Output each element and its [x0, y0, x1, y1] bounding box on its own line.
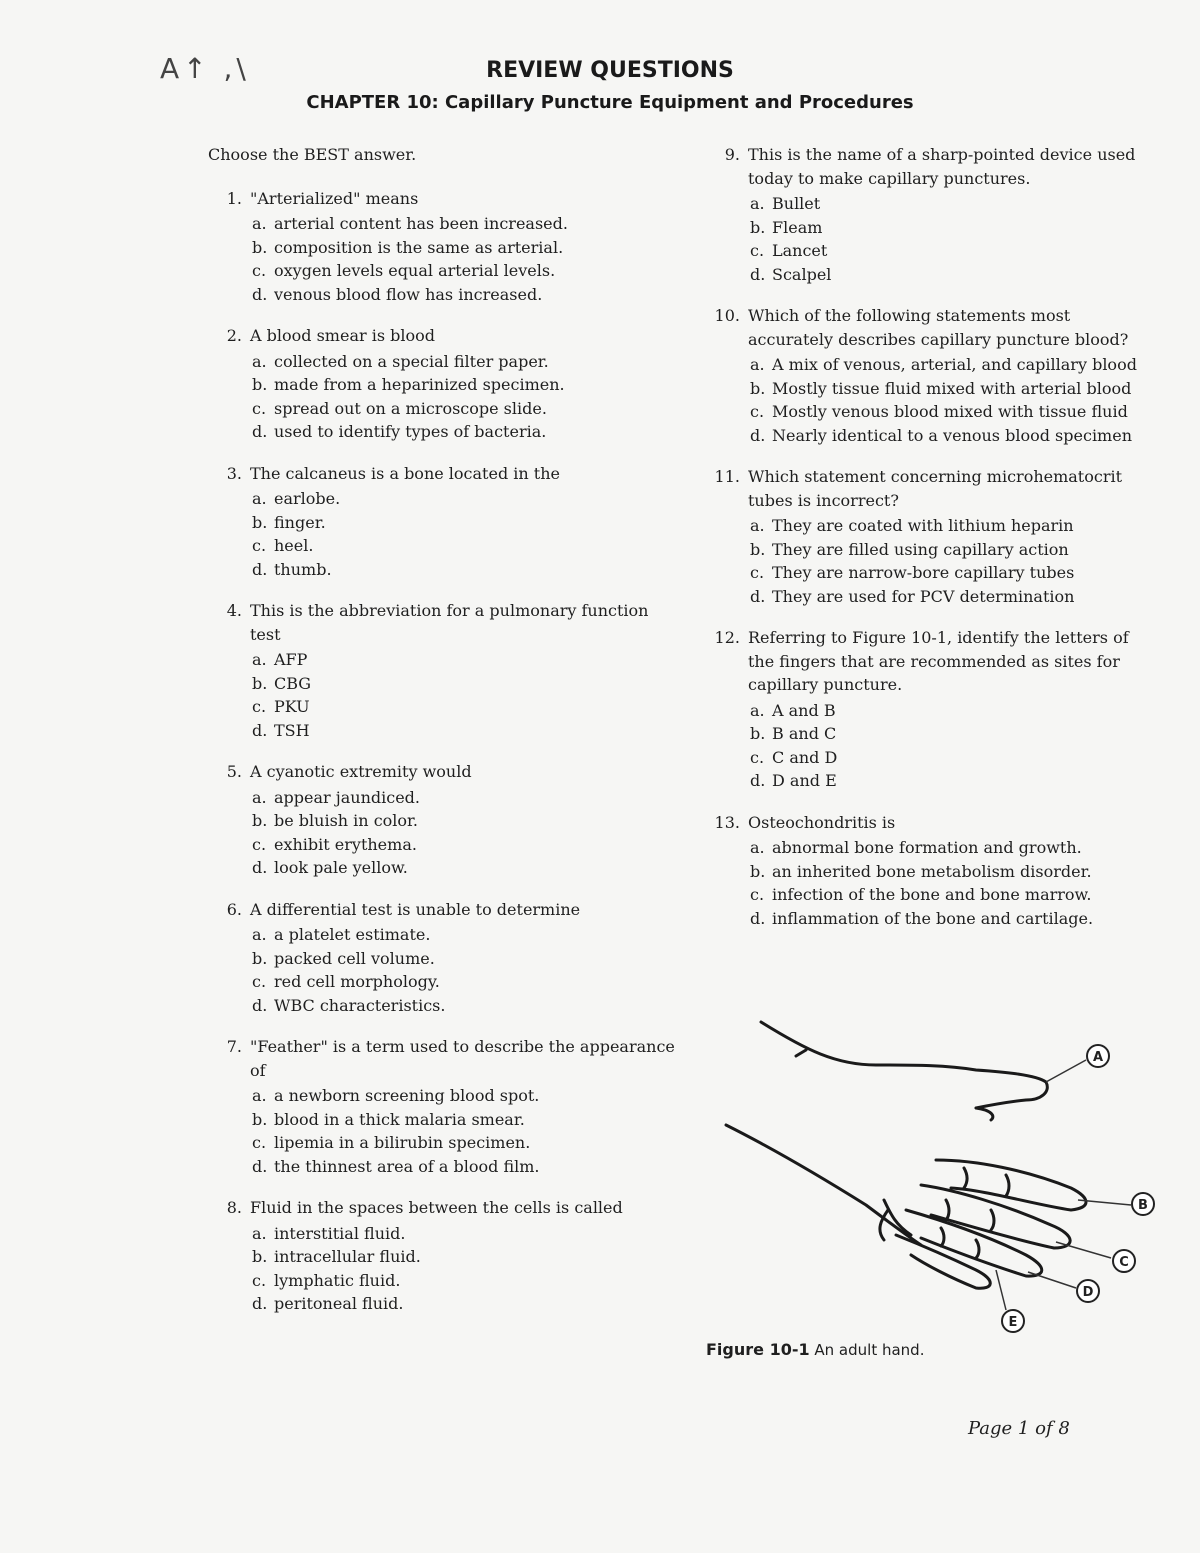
instructions: Choose the BEST answer.: [208, 145, 417, 164]
question-text: "Feather" is a term used to describe the appearance of: [250, 1037, 675, 1080]
option-letter: b.: [252, 512, 268, 532]
option-letter: b.: [252, 673, 268, 693]
question-text: Which of the following statements most accurately describes capillary puncture blood?: [748, 306, 1129, 349]
question-text: Osteochondritis is: [748, 812, 896, 832]
question-item: [208, 760, 678, 880]
answer-option: [750, 377, 1156, 401]
question-text: A blood smear is blood: [250, 326, 435, 345]
question-item: [208, 898, 678, 1018]
question-stem: [208, 1035, 678, 1082]
question-number: 1.: [226, 188, 242, 208]
option-text: be bluish in color.: [274, 811, 419, 830]
option-text: intracellular fluid.: [274, 1247, 421, 1266]
answer-option: [252, 1222, 678, 1246]
question-text: A cyanotic extremity would: [250, 762, 472, 781]
answer-option: [252, 259, 678, 283]
option-text: A and B: [772, 700, 836, 720]
option-letter: c.: [750, 402, 765, 421]
question-stem: [706, 143, 1156, 190]
option-letter: d.: [252, 995, 268, 1015]
answer-option: [252, 809, 678, 833]
question-item: [706, 465, 1156, 608]
question-number: 9.: [724, 145, 740, 164]
question-number: 3.: [226, 463, 242, 483]
question-number: 2.: [226, 326, 242, 345]
option-letter: c.: [750, 747, 765, 767]
option-text: Mostly tissue fluid mixed with arterial blood: [772, 378, 1132, 398]
option-letter: a.: [750, 516, 765, 535]
answer-options: [706, 192, 1156, 286]
question-text: This is the name of a sharp-pointed device used today to make capillary punctures.: [748, 145, 1136, 188]
answer-options: [208, 1084, 678, 1178]
answer-option: [750, 239, 1156, 263]
answer-option: [252, 994, 678, 1018]
question-item: [208, 599, 678, 742]
option-letter: d.: [252, 858, 268, 877]
option-text: oxygen levels equal arterial levels.: [274, 261, 556, 280]
answer-option: [750, 836, 1156, 860]
answer-option: [750, 216, 1156, 240]
marker-e: [1002, 1310, 1024, 1332]
option-text: spread out on a microscope slide.: [274, 398, 547, 418]
answer-options: [208, 487, 678, 581]
question-stem: [208, 599, 678, 646]
question-number: 6.: [226, 899, 242, 919]
right-question-list: [706, 143, 1156, 930]
option-letter: c.: [252, 697, 267, 716]
option-text: A mix of venous, arterial, and capillary blood: [772, 355, 1137, 374]
question-text: Which statement concerning microhematocrit tubes is incorrect?: [748, 467, 1123, 510]
option-text: heel.: [274, 536, 314, 555]
left-column: [208, 143, 678, 1334]
option-text: They are used for PCV determination: [772, 586, 1075, 606]
answer-option: [252, 487, 678, 511]
figure-caption-label: Figure 10-1: [706, 1340, 810, 1359]
answer-option: [750, 883, 1156, 907]
answer-option: [750, 424, 1156, 448]
option-text: Lancet: [772, 241, 828, 260]
question-stem: [706, 304, 1156, 351]
option-text: C and D: [772, 747, 838, 767]
option-letter: a.: [750, 700, 765, 720]
option-text: They are coated with lithium heparin: [772, 516, 1074, 535]
question-stem: [208, 1196, 678, 1220]
answer-option: [252, 534, 678, 558]
option-letter: a.: [252, 925, 267, 944]
marker-d: [1077, 1280, 1099, 1302]
question-stem: [706, 626, 1156, 697]
marker-c: [1113, 1250, 1135, 1272]
option-text: Scalpel: [772, 264, 832, 284]
option-text: made from a heparinized specimen.: [274, 375, 565, 394]
answer-option: [252, 970, 678, 994]
option-text: lymphatic fluid.: [274, 1270, 401, 1290]
question-number: 11.: [714, 467, 740, 486]
option-letter: c.: [252, 1270, 267, 1290]
option-letter: b.: [252, 811, 268, 830]
answer-option: [252, 786, 678, 810]
option-letter: c.: [750, 885, 765, 904]
option-letter: d.: [252, 422, 268, 441]
option-text: They are filled using capillary action: [772, 539, 1069, 559]
option-letter: d.: [750, 586, 766, 606]
answer-option: [750, 769, 1156, 793]
figure-caption-text: An adult hand.: [814, 1341, 925, 1359]
handwritten-mark: A↑ ,\: [160, 52, 250, 85]
marker-a: [1087, 1045, 1109, 1067]
svg-text:C: C: [1119, 1255, 1129, 1270]
question-item: [208, 462, 678, 582]
option-letter: d.: [750, 425, 766, 445]
question-stem: [208, 462, 678, 486]
option-text: a newborn screening blood spot.: [274, 1086, 540, 1105]
option-letter: b.: [750, 861, 766, 881]
option-text: B and C: [772, 724, 837, 743]
option-text: exhibit erythema.: [274, 834, 417, 854]
option-letter: d.: [750, 771, 766, 790]
option-letter: a.: [750, 838, 765, 857]
answer-option: [750, 561, 1156, 585]
option-letter: a.: [750, 355, 765, 374]
option-text: Mostly venous blood mixed with tissue fluid: [772, 402, 1128, 421]
answer-option: [252, 1292, 678, 1316]
question-stem: [706, 465, 1156, 512]
answer-option: [750, 538, 1156, 562]
question-number: 10.: [714, 306, 740, 325]
answer-options: [208, 1222, 678, 1316]
answer-option: [252, 212, 678, 236]
page-title: REVIEW QUESTIONS: [486, 58, 734, 83]
option-text: earlobe.: [274, 489, 341, 508]
answer-option: [252, 1269, 678, 1293]
question-number: 13.: [714, 812, 740, 832]
option-text: a platelet estimate.: [274, 925, 431, 944]
svg-text:A: A: [1092, 1050, 1104, 1065]
option-letter: b.: [750, 378, 766, 398]
option-text: look pale yellow.: [274, 858, 408, 877]
question-number: 5.: [226, 762, 242, 781]
option-letter: a.: [252, 1086, 267, 1105]
question-stem: [208, 324, 678, 348]
option-text: inflammation of the bone and cartilage.: [772, 908, 1094, 928]
question-text: Referring to Figure 10-1, identify the letters of the fingers that are recommended as sites for capillary puncture.: [748, 628, 1129, 694]
svg-text:E: E: [1008, 1315, 1018, 1330]
option-text: an inherited bone metabolism disorder.: [772, 861, 1092, 881]
option-text: used to identify types of bacteria.: [274, 422, 547, 441]
option-letter: b.: [750, 539, 766, 559]
option-letter: c.: [750, 241, 765, 260]
answer-options: [208, 350, 678, 444]
question-stem: [208, 898, 678, 922]
option-text: AFP: [274, 650, 308, 669]
option-text: TSH: [274, 720, 310, 740]
answer-option: [252, 719, 678, 743]
answer-option: [252, 1131, 678, 1155]
question-item: [706, 304, 1156, 447]
svg-text:D: D: [1082, 1285, 1094, 1300]
hand-figure: [706, 1010, 1166, 1340]
option-letter: d.: [252, 284, 268, 304]
option-letter: b.: [750, 724, 766, 743]
question-item: [208, 324, 678, 444]
option-text: collected on a special filter paper.: [274, 351, 549, 371]
answer-option: [252, 397, 678, 421]
answer-option: [252, 923, 678, 947]
answer-option: [252, 695, 678, 719]
question-number: 4.: [226, 601, 242, 620]
answer-option: [750, 514, 1156, 538]
answer-option: [750, 353, 1156, 377]
option-letter: b.: [252, 1247, 268, 1266]
option-letter: a.: [252, 1223, 267, 1243]
question-item: [706, 811, 1156, 931]
question-number: 7.: [226, 1037, 242, 1056]
answer-option: [750, 722, 1156, 746]
option-letter: d.: [252, 1156, 268, 1176]
marker-b: [1132, 1193, 1154, 1215]
question-number: 8.: [226, 1198, 242, 1217]
answer-option: [252, 1084, 678, 1108]
option-text: CBG: [274, 673, 312, 693]
option-letter: c.: [252, 972, 267, 991]
option-text: infection of the bone and bone marrow.: [772, 885, 1092, 904]
answer-option: [750, 400, 1156, 424]
option-text: interstitial fluid.: [274, 1223, 406, 1243]
question-text: Fluid in the spaces between the cells is called: [250, 1198, 623, 1217]
option-text: blood in a thick malaria smear.: [274, 1109, 525, 1129]
option-letter: b.: [750, 217, 766, 237]
answer-options: [706, 514, 1156, 608]
answer-option: [750, 585, 1156, 609]
question-stem: [208, 187, 678, 211]
option-text: finger.: [274, 512, 326, 532]
right-column: [706, 143, 1156, 948]
option-text: the thinnest area of a blood film.: [274, 1156, 540, 1176]
option-letter: a.: [252, 489, 267, 508]
answer-option: [252, 672, 678, 696]
answer-option: [750, 746, 1156, 770]
option-text: WBC characteristics.: [274, 995, 446, 1015]
option-text: D and E: [772, 771, 837, 790]
question-text: This is the abbreviation for a pulmonary function test: [250, 601, 649, 644]
answer-option: [252, 283, 678, 307]
answer-options: [706, 836, 1156, 930]
page-number: Page 1 of 8: [968, 1418, 1070, 1439]
answer-option: [252, 833, 678, 857]
question-stem: [208, 760, 678, 784]
option-text: thumb.: [274, 559, 332, 579]
answer-option: [750, 860, 1156, 884]
option-text: Bullet: [772, 194, 821, 213]
option-letter: d.: [252, 720, 268, 740]
option-letter: c.: [750, 563, 765, 582]
option-text: packed cell volume.: [274, 948, 435, 968]
question-text: The calcaneus is a bone located in the: [250, 463, 560, 483]
question-item: [706, 143, 1156, 286]
option-text: composition is the same as arterial.: [274, 237, 564, 257]
option-letter: b.: [252, 375, 268, 394]
answer-option: [252, 856, 678, 880]
answer-option: [252, 1155, 678, 1179]
option-letter: a.: [750, 194, 765, 213]
chapter-subtitle: CHAPTER 10: Capillary Puncture Equipment and Procedures: [306, 92, 914, 113]
answer-option: [252, 1245, 678, 1269]
question-stem: [706, 811, 1156, 835]
answer-option: [750, 699, 1156, 723]
option-text: lipemia in a bilirubin specimen.: [274, 1133, 531, 1152]
option-letter: d.: [750, 264, 766, 284]
answer-option: [252, 373, 678, 397]
option-letter: a.: [252, 787, 267, 807]
option-text: PKU: [274, 697, 310, 716]
question-text: "Arterialized" means: [250, 188, 419, 208]
question-item: [208, 187, 678, 307]
option-letter: c.: [252, 398, 267, 418]
answer-options: [208, 786, 678, 880]
option-letter: c.: [252, 261, 267, 280]
option-letter: c.: [252, 1133, 267, 1152]
option-text: peritoneal fluid.: [274, 1294, 404, 1313]
option-text: abnormal bone formation and growth.: [772, 838, 1082, 857]
question-item: [208, 1035, 678, 1178]
option-letter: d.: [252, 559, 268, 579]
option-letter: a.: [252, 650, 267, 669]
option-letter: c.: [252, 834, 267, 854]
option-text: They are narrow-bore capillary tubes: [772, 563, 1075, 582]
option-letter: d.: [252, 1294, 268, 1313]
option-letter: b.: [252, 1109, 268, 1129]
answer-option: [750, 192, 1156, 216]
option-text: Nearly identical to a venous blood specimen: [772, 425, 1132, 445]
figure-caption: [706, 1340, 924, 1359]
option-text: venous blood flow has increased.: [274, 284, 543, 304]
answer-option: [252, 1108, 678, 1132]
answer-option: [252, 947, 678, 971]
question-text: A differential test is unable to determine: [250, 899, 581, 919]
option-letter: b.: [252, 237, 268, 257]
answer-option: [252, 420, 678, 444]
option-text: red cell morphology.: [274, 972, 440, 991]
answer-option: [750, 263, 1156, 287]
answer-option: [252, 350, 678, 374]
option-text: arterial content has been increased.: [274, 214, 568, 233]
svg-text:B: B: [1138, 1198, 1148, 1213]
option-letter: b.: [252, 948, 268, 968]
answer-option: [252, 236, 678, 260]
option-letter: c.: [252, 536, 267, 555]
question-number: 12.: [714, 628, 740, 647]
answer-options: [706, 699, 1156, 793]
question-item: [208, 1196, 678, 1316]
left-question-list: [208, 187, 678, 1316]
answer-options: [208, 923, 678, 1017]
question-item: [706, 626, 1156, 793]
answer-option: [252, 648, 678, 672]
option-text: appear jaundiced.: [274, 787, 420, 807]
answer-option: [252, 511, 678, 535]
answer-options: [208, 648, 678, 742]
option-letter: d.: [750, 908, 766, 928]
option-text: Fleam: [772, 217, 823, 237]
option-letter: a.: [252, 214, 267, 233]
answer-options: [208, 212, 678, 306]
answer-options: [706, 353, 1156, 447]
answer-option: [252, 558, 678, 582]
answer-option: [750, 907, 1156, 931]
option-letter: a.: [252, 351, 267, 371]
